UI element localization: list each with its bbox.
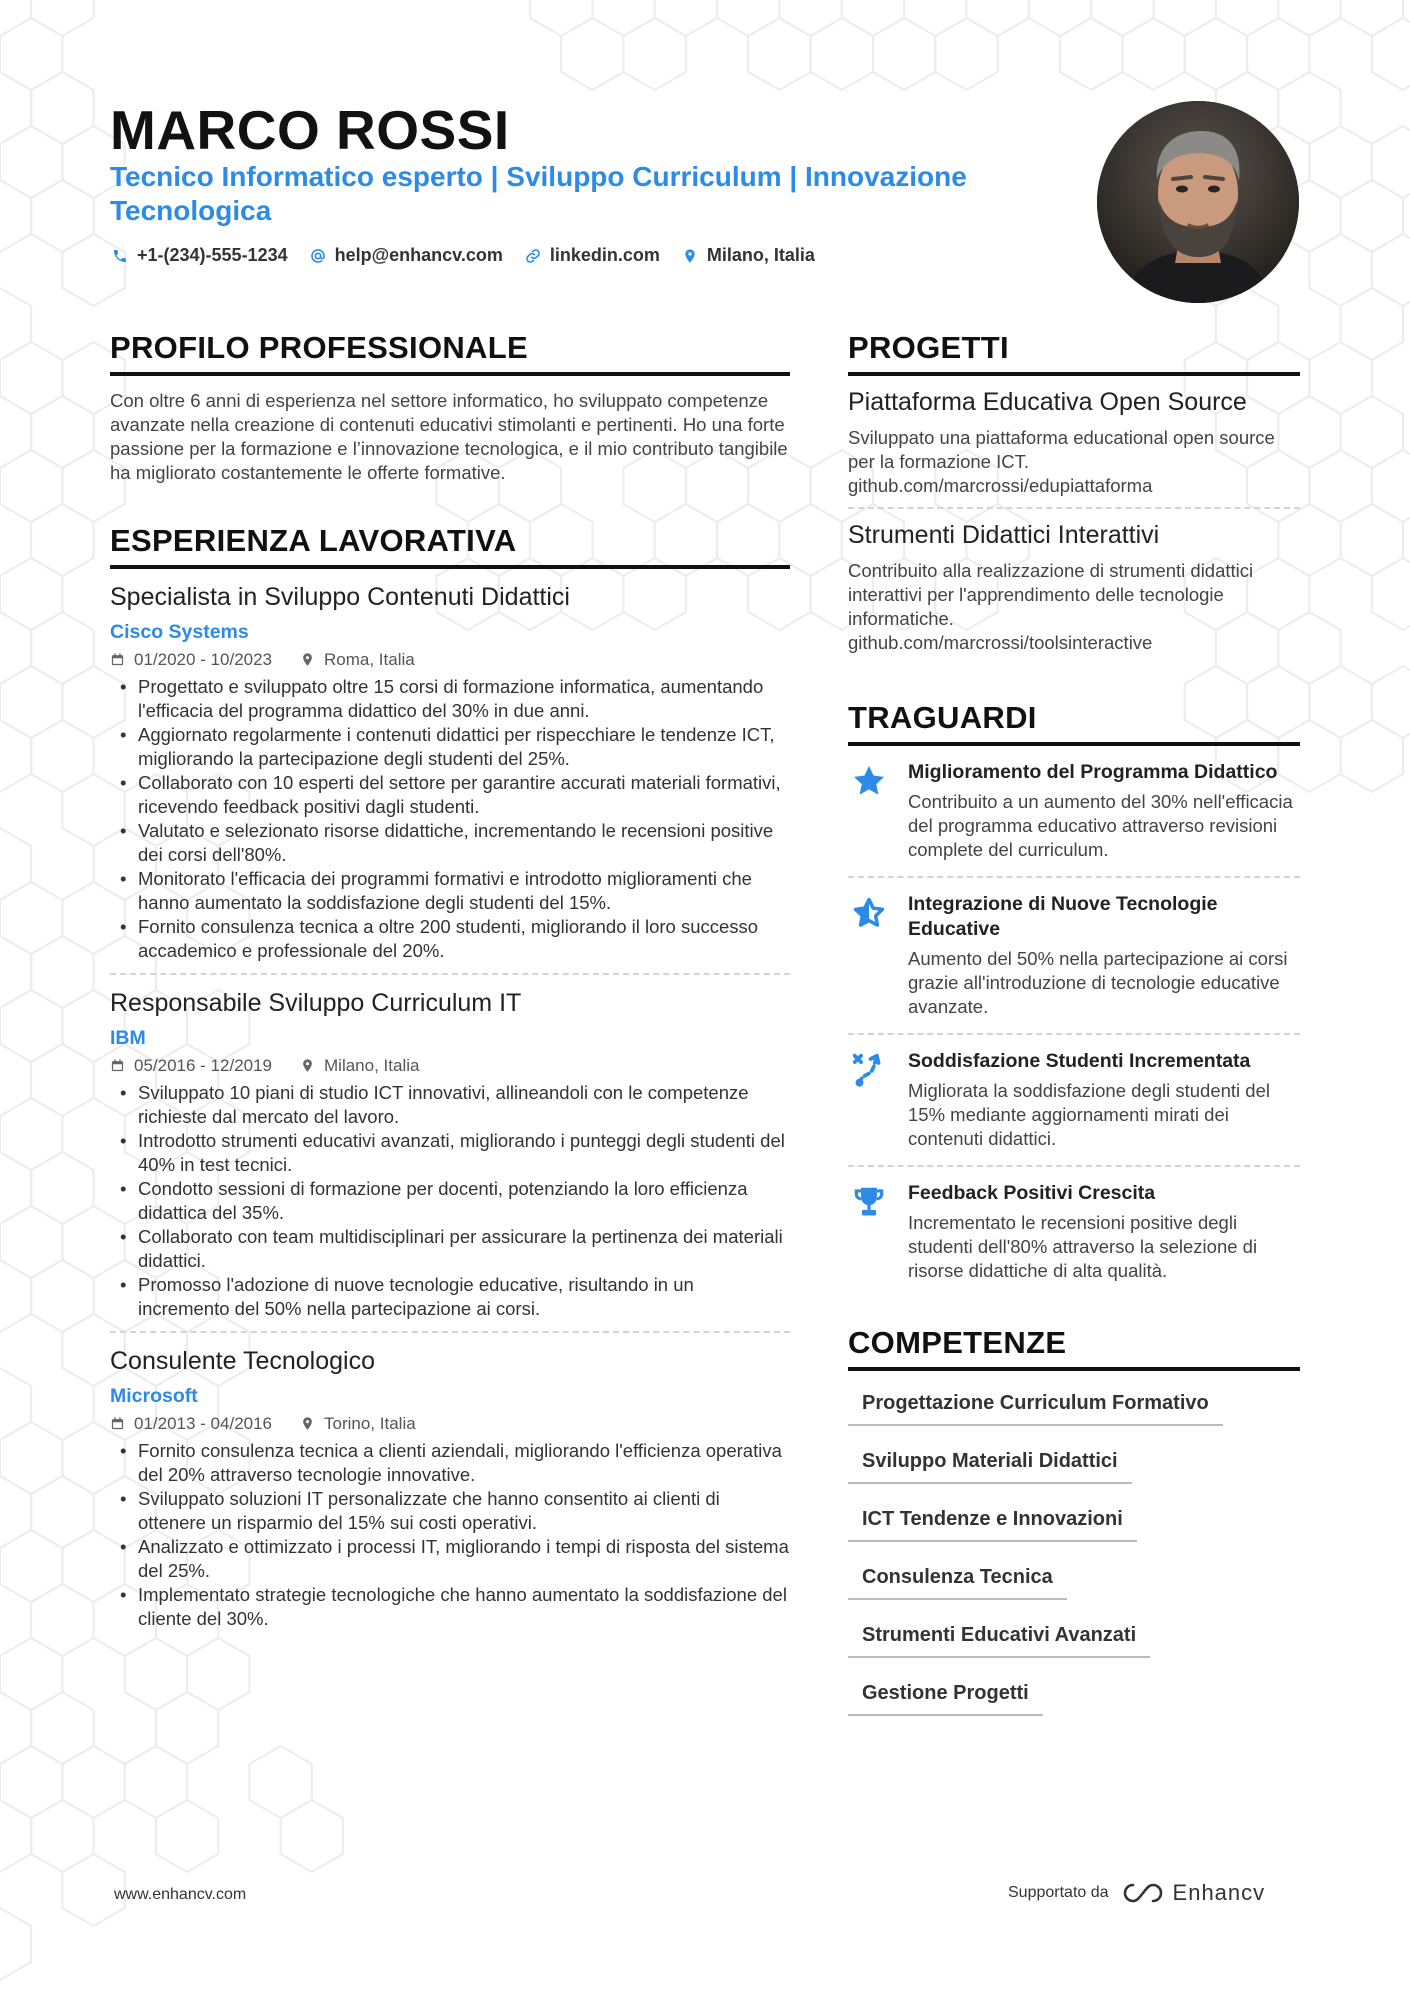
achievement-entry [848,1033,1300,1165]
job-location: Roma, Italia [324,650,415,669]
job-location: Milano, Italia [324,1056,420,1075]
bullet-item: • Collaborato con team multidisciplinari per assicurare la pertinenza dei materiali didattici. [110,1225,790,1273]
linkedin-text: linkedin.com [549,245,660,265]
section-title-skills: COMPETENZE [848,1325,1300,1371]
achievements-section [848,700,1300,1297]
phone-text: +1-(234)-555-1234 [137,245,288,265]
skill-list [848,1383,1300,1716]
link-icon [523,246,543,266]
location-pin-icon [680,246,700,266]
job-bullets [110,675,790,963]
star-icon [848,760,908,862]
location-pin-icon [300,1058,316,1074]
bullet-item: • Implementato strategie tecnologiche che hanno aumentato la soddisfazione del cliente del 30%. [110,1583,790,1631]
job-location: Torino, Italia [324,1414,416,1433]
job-meta [110,1413,790,1435]
at-icon [308,246,328,266]
bullet-item: • Sviluppato 10 piani di studio ICT innovativi, allineandoli con le competenze richieste dal mercato del lavoro. [110,1081,790,1129]
job-bullets [110,1081,790,1321]
achievement-title: Integrazione di Nuove Tecnologie Educative [908,893,1218,940]
project-description-text: Sviluppato una piattaforma educational open source per la formazione ICT. [848,427,1275,472]
company-name[interactable]: IBM [110,1027,146,1049]
achievement-title: Soddisfazione Studenti Incrementata [908,1050,1251,1072]
job-meta [110,649,790,671]
contact-email[interactable] [308,245,503,266]
project-title: Strumenti Didattici Interattivi [848,521,1160,549]
skill-tag: ICT Tendenze e Innovazioni [848,1499,1137,1542]
phone-icon [110,246,130,266]
section-title-achievements: TRAGUARDI [848,700,1300,746]
bullet-item: • Monitorato l'efficacia dei programmi formativi e introdotto miglioramenti che hanno aumentato la soddisfazione degli studenti del 15%. [110,867,790,915]
job-bullets [110,1439,790,1631]
achievement-entry [848,746,1300,876]
star-outline-icon [848,892,908,1019]
contact-linkedin[interactable] [523,245,660,266]
skill-tag: Consulenza Tecnica [848,1557,1067,1600]
achievement-title: Miglioramento del Programma Didattico [908,761,1278,783]
bullet-item: • Progettato e sviluppato oltre 15 corsi di formazione informatica, aumentando l'efficacia del programma didattico del 30% in due anni. [110,675,790,723]
email-text: help@enhancv.com [334,245,503,265]
calendar-icon [110,652,126,668]
summary-section [110,330,790,485]
bullet-item: • Condotto sessioni di formazione per docenti, potenziando la loro efficienza didattica del 35%. [110,1177,790,1225]
headline: Tecnico Informatico esperto | Sviluppo Curriculum | Innovazione Tecnologica [110,161,967,226]
avatar [1097,101,1299,303]
section-title-projects: PROGETTI [848,330,1300,376]
location-pin-icon [300,652,316,668]
summary-text: Con oltre 6 anni di esperienza nel settore informatico, ho sviluppato competenze avanzate nella creazione di contenuti educativi stimolanti e pertinenti. Ho una forte passione per la formazione e l’innovazione tecnologica, e il mio contributo tangibile ha migliorato costantemente le offerte formative. [110,390,788,483]
job-meta [110,1055,790,1077]
bullet-item: • Fornito consulenza tecnica a clienti aziendali, migliorando l'efficienza operativa del 20% attraverso tecnologie innovative. [110,1439,790,1487]
achievement-text: Aumento del 50% nella partecipazione ai corsi grazie all'introduzione di tecnologie educative avanzate. [908,948,1288,1017]
project-description-text: Contribuito alla realizzazione di strumenti didattici interattivi per l'apprendimento delle tecnologie informatiche. [848,560,1254,629]
project-description [848,426,1300,498]
project-entry [848,507,1300,664]
section-title-experience: ESPERIENZA LAVORATIVA [110,523,790,569]
achievement-text: Migliorata la soddisfazione degli studenti del 15% mediante aggiornamenti mirati dei contenuti didattici. [908,1080,1270,1149]
job-dates: 01/2020 - 10/2023 [134,650,273,669]
job-dates: 05/2016 - 12/2019 [134,1056,273,1075]
bullet-item: • Collaborato con 10 esperti del settore per garantire accurati materiali formativi, ricevendo feedback positivi dagli studenti. [110,771,790,819]
job-entry [110,569,790,973]
skills-section [848,1325,1300,1716]
achievement-text: Contribuito a un aumento del 30% nell'efficacia del programma educativo attraverso revisioni complete del curriculum. [908,791,1293,860]
contact-phone[interactable] [110,245,288,266]
achievement-entry [848,1165,1300,1297]
project-title: Piattaforma Educativa Open Source [848,388,1247,416]
job-title: Consulente Tecnologico [110,1347,376,1375]
bullet-item: • Promosso l'adozione di nuove tecnologie educative, risultando in un incremento del 50% nella partecipazione ai corsi. [110,1273,790,1321]
bullet-item: • Valutato e selezionato risorse didattiche, incrementando le recensioni positive dei corsi dell'80%. [110,819,790,867]
portrait-photo [1097,101,1299,303]
bullet-item: • Sviluppato soluzioni IT personalizzate che hanno consentito ai clienti di ottenere un risparmio del 15% sui costi operativi. [110,1487,790,1535]
location-pin-icon [300,1416,316,1432]
powered-by-text: Supportato da [1008,1884,1109,1901]
contact-bar [110,245,835,266]
project-link[interactable]: github.com/marcrossi/edupiattaforma [848,475,1153,496]
project-link[interactable]: github.com/marcrossi/toolsinteractive [848,632,1153,653]
brand-name: Enhancv [1172,1880,1266,1905]
bullet-item: • Fornito consulenza tecnica a oltre 200 studenti, migliorando il loro successo accademico e professionale del 20%. [110,915,790,963]
skill-tag: Sviluppo Materiali Didattici [848,1441,1132,1484]
section-title-profile: PROFILO PROFESSIONALE [110,330,790,376]
job-entry [110,1331,790,1641]
bullet-item: • Aggiornato regolarmente i contenuti didattici per rispecchiare le tendenze ICT, migliorando la partecipazione degli studenti del 25%. [110,723,790,771]
contact-location [680,245,815,266]
achievement-text: Incrementato le recensioni positive degli studenti dell'80% attraverso la selezione di risorse didattiche di alta qualità. [908,1212,1258,1281]
bullet-item: • Introdotto strumenti educativi avanzati, migliorando i punteggi degli studenti del 40% in test tecnici. [110,1129,790,1177]
job-title: Responsabile Sviluppo Curriculum IT [110,989,522,1017]
trophy-icon [848,1181,908,1283]
projects-section [848,330,1300,664]
job-title: Specialista in Sviluppo Contenuti Didattici [110,583,570,611]
enhancv-logo-icon [1121,1881,1165,1905]
project-entry [848,376,1300,507]
strategy-path-icon [848,1049,908,1151]
skill-tag: Progettazione Curriculum Formativo [848,1383,1223,1426]
left-column [110,330,790,1641]
location-text: Milano, Italia [706,245,815,265]
candidate-name: MARCO ROSSI [110,99,510,161]
bullet-item: • Analizzato e ottimizzato i processi IT, migliorando i tempi di risposta del sistema del 25%. [110,1535,790,1583]
achievement-entry [848,876,1300,1033]
footer-website[interactable]: www.enhancv.com [114,1886,247,1903]
skill-tag: Strumenti Educativi Avanzati [848,1615,1150,1658]
experience-section [110,523,790,1641]
company-name[interactable]: Cisco Systems [110,621,249,643]
footer-branding[interactable] [1008,1880,1265,1906]
calendar-icon [110,1058,126,1074]
achievement-title: Feedback Positivi Crescita [908,1182,1156,1204]
calendar-icon [110,1416,126,1432]
company-name[interactable]: Microsoft [110,1385,198,1407]
job-entry [110,973,790,1331]
project-description [848,559,1300,655]
skill-tag: Gestione Progetti [848,1673,1043,1716]
right-column [848,330,1300,1731]
job-dates: 01/2013 - 04/2016 [134,1414,273,1433]
